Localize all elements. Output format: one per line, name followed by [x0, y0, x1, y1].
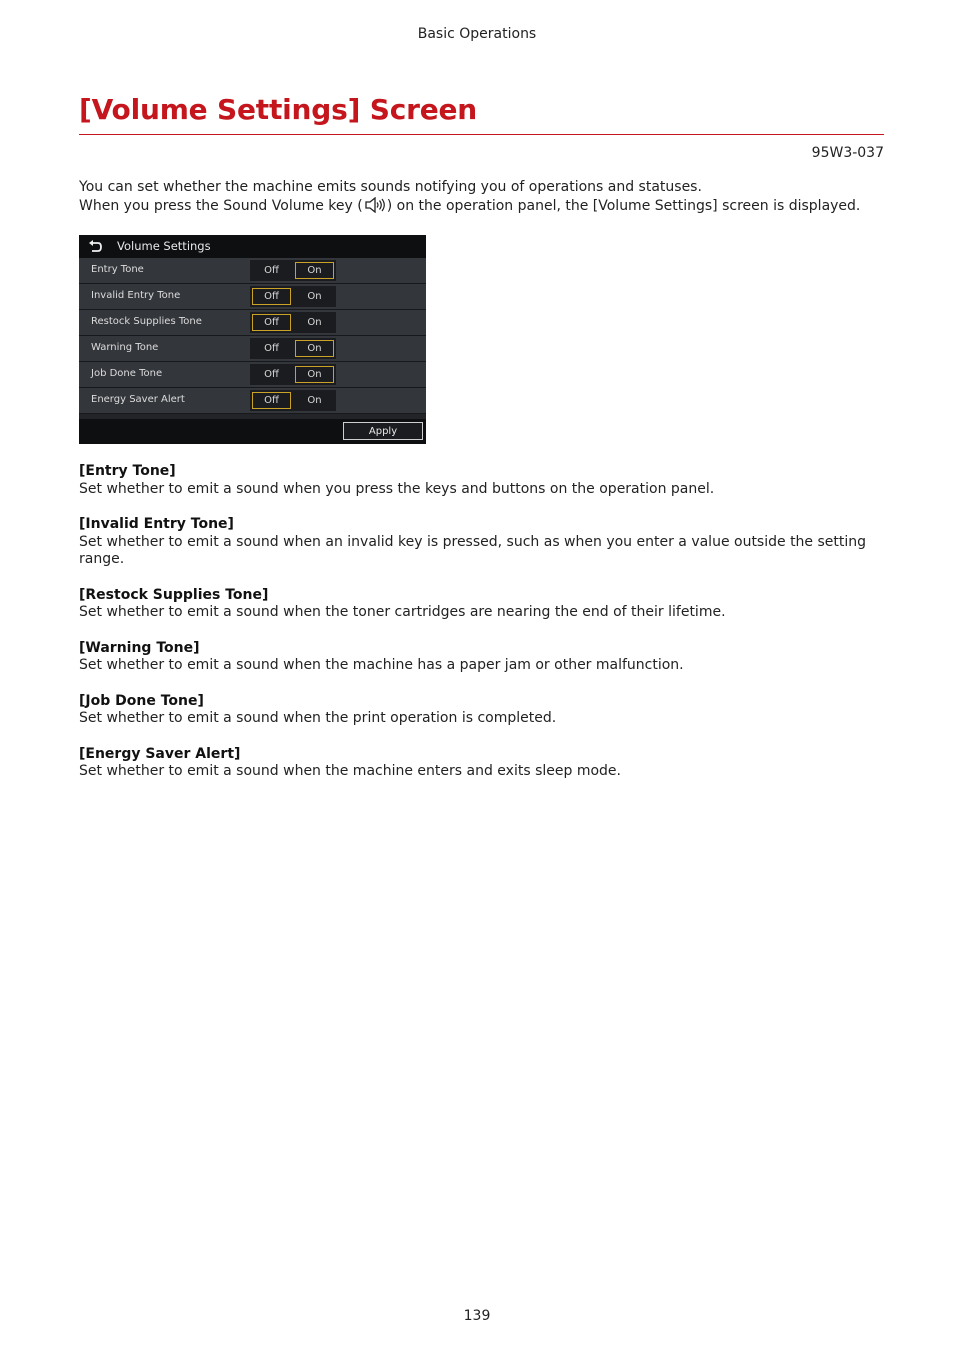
option-off-button[interactable]: Off	[250, 286, 293, 307]
off-on-toggle	[250, 364, 336, 385]
setting-row	[79, 284, 426, 310]
setting-row-label: Restock Supplies Tone	[91, 316, 202, 327]
description-term: [Entry Tone]	[79, 463, 176, 479]
description-item	[79, 516, 899, 569]
description-text: Set whether to emit a sound when you press the keys and buttons on the operation panel.	[79, 480, 715, 497]
setting-descriptions	[79, 463, 899, 799]
option-on-button[interactable]: On	[293, 338, 336, 359]
setting-row	[79, 388, 426, 414]
settings-list	[79, 258, 426, 414]
intro-line-2	[79, 197, 899, 219]
document-code: 95W3-037	[811, 145, 884, 161]
description-term: [Restock Supplies Tone]	[79, 586, 269, 603]
panel-title: Volume Settings	[117, 239, 211, 253]
description-term: [Invalid Entry Tone]	[79, 516, 234, 532]
back-button[interactable]	[83, 237, 107, 257]
intro-line-2-start: When you press the Sound Volume key (	[79, 197, 363, 214]
description-item	[79, 587, 899, 622]
description-item	[79, 693, 899, 728]
setting-row-label: Warning Tone	[91, 342, 159, 353]
speaker-volume-icon	[364, 197, 386, 219]
option-on-button[interactable]: On	[307, 317, 322, 328]
running-header: Basic Operations	[417, 26, 537, 42]
description-text: Set whether to emit a sound when the machine enters and exits sleep mode.	[79, 763, 621, 779]
setting-row-label: Invalid Entry Tone	[91, 290, 181, 301]
option-on-button[interactable]: On	[307, 291, 322, 302]
setting-row	[79, 258, 426, 284]
description-term: [Job Done Tone]	[79, 692, 204, 709]
option-on-button[interactable]: On	[307, 395, 322, 406]
setting-row	[79, 310, 426, 336]
title-divider	[79, 134, 884, 135]
panel-header	[79, 235, 426, 258]
option-off-button[interactable]: Off	[250, 312, 293, 333]
description-item	[79, 746, 899, 781]
off-on-toggle	[250, 338, 336, 359]
setting-row-label: Job Done Tone	[91, 368, 163, 379]
intro-line-2-end: ) on the operation panel, the [Volume Settings] screen is displayed.	[386, 197, 861, 214]
description-text: Set whether to emit a sound when the toner cartridges are nearing the end of their lifetime.	[79, 604, 726, 620]
back-arrow-icon	[87, 240, 103, 254]
panel-footer	[79, 419, 426, 444]
page-title: [Volume Settings] Screen	[79, 93, 478, 126]
setting-row-label: Entry Tone	[91, 264, 144, 275]
off-on-toggle	[250, 312, 336, 333]
option-off-button[interactable]: Off	[250, 390, 293, 411]
setting-row	[79, 362, 426, 388]
setting-row	[79, 336, 426, 362]
description-item	[79, 640, 899, 675]
description-text: Set whether to emit a sound when an invalid key is pressed, such as when you enter a value outside the setting range.	[79, 533, 867, 567]
intro-text	[79, 179, 899, 218]
off-on-toggle	[250, 260, 336, 281]
description-term: [Energy Saver Alert]	[79, 745, 241, 762]
intro-line-1: You can set whether the machine emits sounds notifying you of operations and statuses.	[79, 179, 702, 195]
setting-row-label: Energy Saver Alert	[91, 394, 185, 405]
option-off-button[interactable]: Off	[264, 265, 279, 276]
option-on-button[interactable]: On	[293, 364, 336, 385]
option-off-button[interactable]: Off	[264, 343, 279, 354]
description-text: Set whether to emit a sound when the print operation is completed.	[79, 710, 557, 726]
apply-button[interactable]: Apply	[343, 422, 423, 440]
description-term: [Warning Tone]	[79, 639, 200, 656]
option-off-button[interactable]: Off	[264, 369, 279, 380]
description-item	[79, 463, 899, 498]
volume-settings-panel	[79, 235, 426, 444]
description-text: Set whether to emit a sound when the machine has a paper jam or other malfunction.	[79, 657, 684, 673]
off-on-toggle	[250, 390, 336, 411]
page-number: 139	[463, 1308, 491, 1324]
off-on-toggle	[250, 286, 336, 307]
option-on-button[interactable]: On	[293, 260, 336, 281]
